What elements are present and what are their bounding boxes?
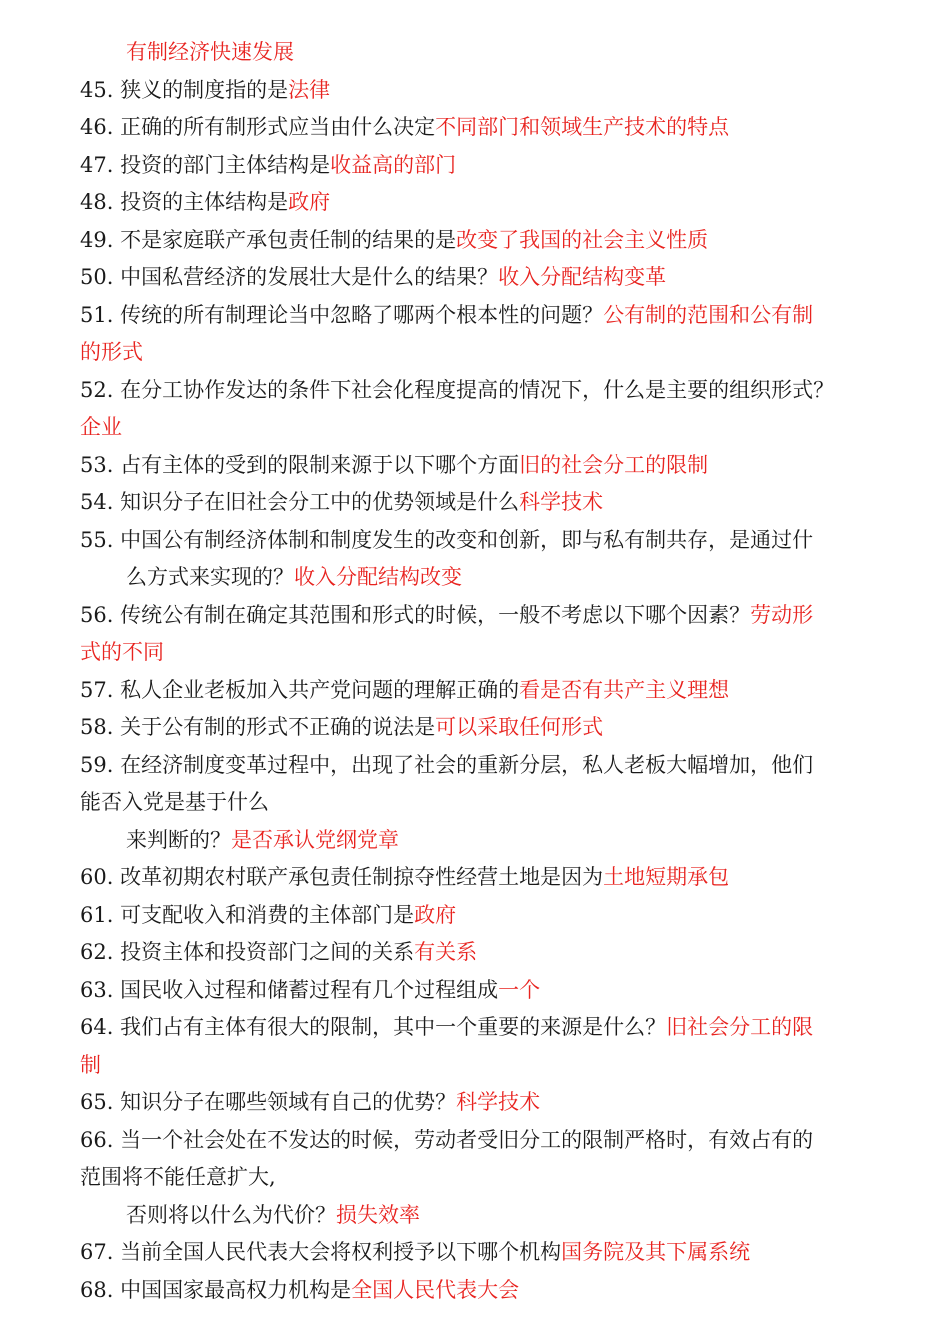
question-text: 知识分子在旧社会分工中的优势领域是什么 bbox=[120, 490, 520, 514]
text-line bbox=[80, 747, 870, 785]
question-number: 68. bbox=[80, 1277, 121, 1302]
document-page bbox=[80, 34, 870, 1309]
text-line bbox=[80, 859, 870, 897]
text-line bbox=[80, 147, 870, 185]
answer-text: 损失效率 bbox=[336, 1202, 420, 1227]
text-line bbox=[80, 672, 870, 710]
answer-text: 国务院及其下属系统 bbox=[561, 1240, 751, 1264]
question-text: 来判断的？ bbox=[126, 827, 231, 852]
answer-text: 是否承认党纲党章 bbox=[231, 827, 399, 852]
answer-text: 有关系 bbox=[414, 940, 478, 964]
text-line bbox=[80, 597, 870, 635]
question-text: 狭义的制度指的是 bbox=[120, 77, 289, 102]
question-number: 45. bbox=[80, 77, 121, 102]
answer-text: 收益高的部门 bbox=[330, 152, 457, 177]
text-line bbox=[80, 1047, 870, 1085]
answer-text: 法律 bbox=[288, 77, 331, 102]
text-line bbox=[80, 934, 870, 972]
question-text: 中国公有制经济体制和制度发生的改变和创新，即与私有制共存，是通过什 bbox=[120, 527, 814, 552]
answer-text: 旧的社会分工的限制 bbox=[519, 452, 709, 477]
question-number: 53. bbox=[80, 452, 121, 477]
question-text: 我们占有主体有很大的限制，其中一个重要的来源是什么？ bbox=[120, 1015, 667, 1039]
answer-text: 式的不同 bbox=[80, 640, 164, 664]
question-text: 国民收入过程和储蓄过程有几个过程组成 bbox=[120, 977, 499, 1002]
question-number: 57. bbox=[80, 677, 121, 702]
question-number: 46. bbox=[80, 115, 121, 139]
question-number: 66. bbox=[80, 1127, 121, 1152]
question-text: 当前全国人民代表大会将权利授予以下哪个机构 bbox=[120, 1240, 562, 1264]
answer-text: 不同部门和领域生产技术的特点 bbox=[435, 115, 730, 139]
question-text: 否则将以什么为代价？ bbox=[126, 1202, 336, 1227]
question-text: 不是家庭联产承包责任制的结果的是 bbox=[120, 227, 457, 252]
text-line bbox=[80, 1197, 870, 1235]
question-text: 正确的所有制形式应当由什么决定 bbox=[120, 115, 436, 139]
question-text: 传统公有制在确定其范围和形式的时候，一般不考虑以下哪个因素？ bbox=[120, 602, 751, 627]
question-number: 54. bbox=[80, 490, 121, 514]
answer-text: 科学技术 bbox=[456, 1090, 541, 1114]
answer-text: 政府 bbox=[414, 902, 457, 927]
answer-text: 旧社会分工的限 bbox=[666, 1015, 814, 1039]
text-line bbox=[80, 334, 870, 372]
question-text: 私人企业老板加入共产党问题的理解正确的 bbox=[120, 677, 520, 702]
question-text: 传统的所有制理论当中忽略了哪两个根本性的问题？ bbox=[120, 302, 604, 327]
question-text: 能否入党是基于什么 bbox=[80, 790, 269, 814]
answer-text: 制 bbox=[80, 1052, 101, 1077]
text-line bbox=[80, 634, 870, 672]
question-number: 51. bbox=[80, 302, 121, 327]
text-line bbox=[80, 34, 870, 72]
text-line bbox=[80, 409, 870, 447]
question-text: 中国国家最高权力机构是 bbox=[120, 1277, 352, 1302]
question-text: 可支配收入和消费的主体部门是 bbox=[120, 902, 415, 927]
question-number: 65. bbox=[80, 1090, 121, 1114]
text-line bbox=[80, 222, 870, 260]
answer-text: 全国人民代表大会 bbox=[351, 1277, 520, 1302]
text-line bbox=[80, 184, 870, 222]
answer-text: 看是否有共产主义理想 bbox=[519, 677, 730, 702]
text-line bbox=[80, 259, 870, 297]
text-line bbox=[80, 484, 870, 522]
question-number: 50. bbox=[80, 265, 121, 289]
answer-text: 劳动形 bbox=[750, 602, 814, 627]
answer-text: 企业 bbox=[80, 415, 122, 439]
question-number: 56. bbox=[80, 602, 121, 627]
question-text: 投资主体和投资部门之间的关系 bbox=[120, 940, 415, 964]
answer-text: 收入分配结构改变 bbox=[294, 565, 462, 589]
answer-text: 收入分配结构变革 bbox=[498, 265, 667, 289]
text-line bbox=[80, 297, 870, 335]
question-text: 当一个社会处在不发达的时候，劳动者受旧分工的限制严格时，有效占有的 bbox=[120, 1127, 814, 1152]
question-text: 关于公有制的形式不正确的说法是 bbox=[120, 715, 436, 739]
question-number: 49. bbox=[80, 227, 121, 252]
text-line bbox=[80, 897, 870, 935]
answer-text: 一个 bbox=[498, 977, 541, 1002]
text-line bbox=[80, 1272, 870, 1310]
question-number: 59. bbox=[80, 752, 121, 777]
question-number: 58. bbox=[80, 715, 121, 739]
question-number: 52. bbox=[80, 377, 121, 402]
question-text: 中国私营经济的发展壮大是什么的结果？ bbox=[120, 265, 499, 289]
question-text: 改革初期农村联产承包责任制掠夺性经营土地是因为 bbox=[120, 865, 604, 889]
answer-text: 科学技术 bbox=[519, 490, 604, 514]
text-line bbox=[80, 1159, 870, 1197]
question-text: 在经济制度变革过程中，出现了社会的重新分层，私人老板大幅增加，他们 bbox=[120, 752, 814, 777]
text-line bbox=[80, 109, 870, 147]
text-line bbox=[80, 784, 870, 822]
question-number: 55. bbox=[80, 527, 121, 552]
question-text: 占有主体的受到的限制来源于以下哪个方面 bbox=[120, 452, 520, 477]
text-line bbox=[80, 709, 870, 747]
answer-text: 有制经济快速发展 bbox=[126, 40, 294, 64]
text-line bbox=[80, 822, 870, 860]
question-number: 48. bbox=[80, 190, 121, 214]
answer-text: 的形式 bbox=[80, 340, 143, 364]
question-number: 47. bbox=[80, 152, 121, 177]
question-number: 62. bbox=[80, 940, 121, 964]
question-number: 67. bbox=[80, 1240, 121, 1264]
question-text: 在分工协作发达的条件下社会化程度提高的情况下，什么是主要的组织形式？ bbox=[120, 377, 835, 402]
text-line bbox=[80, 1234, 870, 1272]
answer-text: 改变了我国的社会主义性质 bbox=[456, 227, 709, 252]
question-number: 64. bbox=[80, 1015, 121, 1039]
text-line bbox=[80, 1122, 870, 1160]
question-number: 60. bbox=[80, 865, 121, 889]
text-line bbox=[80, 1009, 870, 1047]
answer-text: 土地短期承包 bbox=[603, 865, 730, 889]
question-text: 么方式来实现的？ bbox=[126, 565, 294, 589]
text-line bbox=[80, 447, 870, 485]
text-line bbox=[80, 559, 870, 597]
answer-text: 政府 bbox=[288, 190, 331, 214]
text-line bbox=[80, 522, 870, 560]
question-text: 知识分子在哪些领域有自己的优势？ bbox=[120, 1090, 457, 1114]
question-text: 投资的主体结构是 bbox=[120, 190, 289, 214]
text-line bbox=[80, 72, 870, 110]
question-text: 范围将不能任意扩大, bbox=[80, 1165, 276, 1189]
question-number: 63. bbox=[80, 977, 121, 1002]
answer-text: 公有制的范围和公有制 bbox=[603, 302, 814, 327]
text-line bbox=[80, 1084, 870, 1122]
text-line bbox=[80, 372, 870, 410]
answer-text: 可以采取任何形式 bbox=[435, 715, 604, 739]
question-text: 投资的部门主体结构是 bbox=[120, 152, 331, 177]
text-line bbox=[80, 972, 870, 1010]
question-number: 61. bbox=[80, 902, 121, 927]
